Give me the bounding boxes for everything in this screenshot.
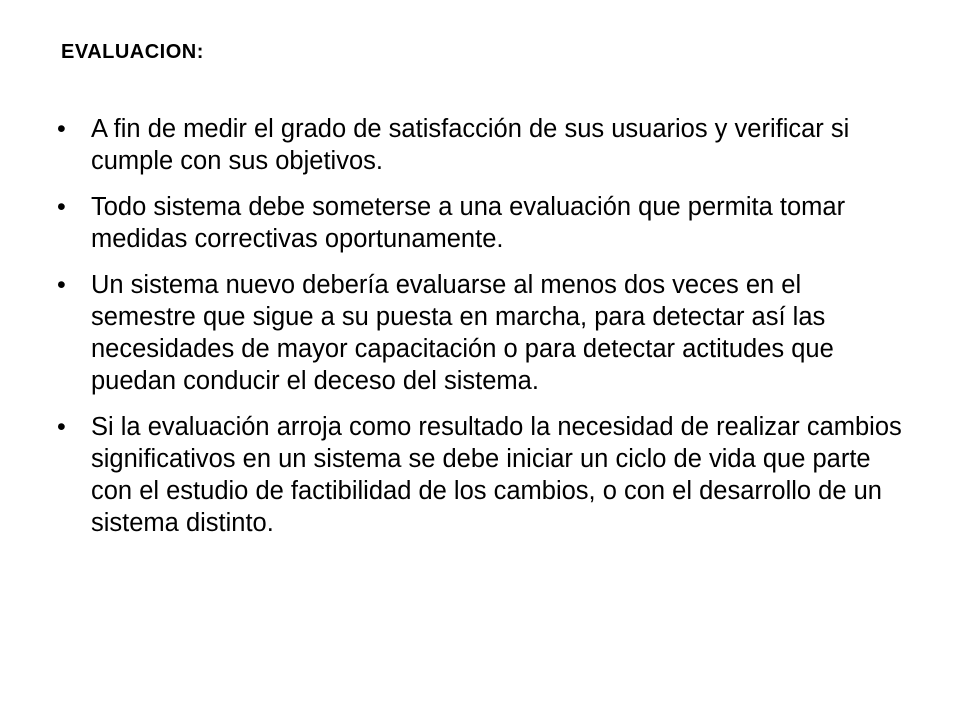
bullet-text: A fin de medir el grado de satisfacción de sus usuarios y verificar si cumple con sus objetivos.	[91, 115, 850, 175]
bullet-item	[57, 191, 912, 255]
bullet-icon: •	[57, 193, 66, 221]
bullet-icon: •	[57, 115, 66, 143]
bullet-text: Todo sistema debe someterse a una evaluación que permita tomar medidas correctivas oportunamente.	[91, 193, 846, 253]
bullet-icon: •	[57, 271, 66, 299]
slide-title: EVALUACION:	[61, 41, 204, 63]
bullet-icon: •	[57, 413, 66, 441]
bullet-list	[57, 113, 912, 553]
bullet-item	[57, 269, 912, 397]
bullet-item	[57, 411, 912, 539]
bullet-text: Si la evaluación arroja como resultado la necesidad de realizar cambios significativos en un sistema se debe iniciar un ciclo de vida que parte con el estudio de factibilidad de los cambios, o con el desarrollo de un sistema distinto.	[91, 413, 902, 537]
bullet-item	[57, 113, 912, 177]
bullet-text: Un sistema nuevo debería evaluarse al menos dos veces en el semestre que sigue a su puesta en marcha, para detectar así las necesidades de mayor capacitación o para detectar actitudes que puedan conducir el deceso del sistema.	[91, 271, 834, 395]
